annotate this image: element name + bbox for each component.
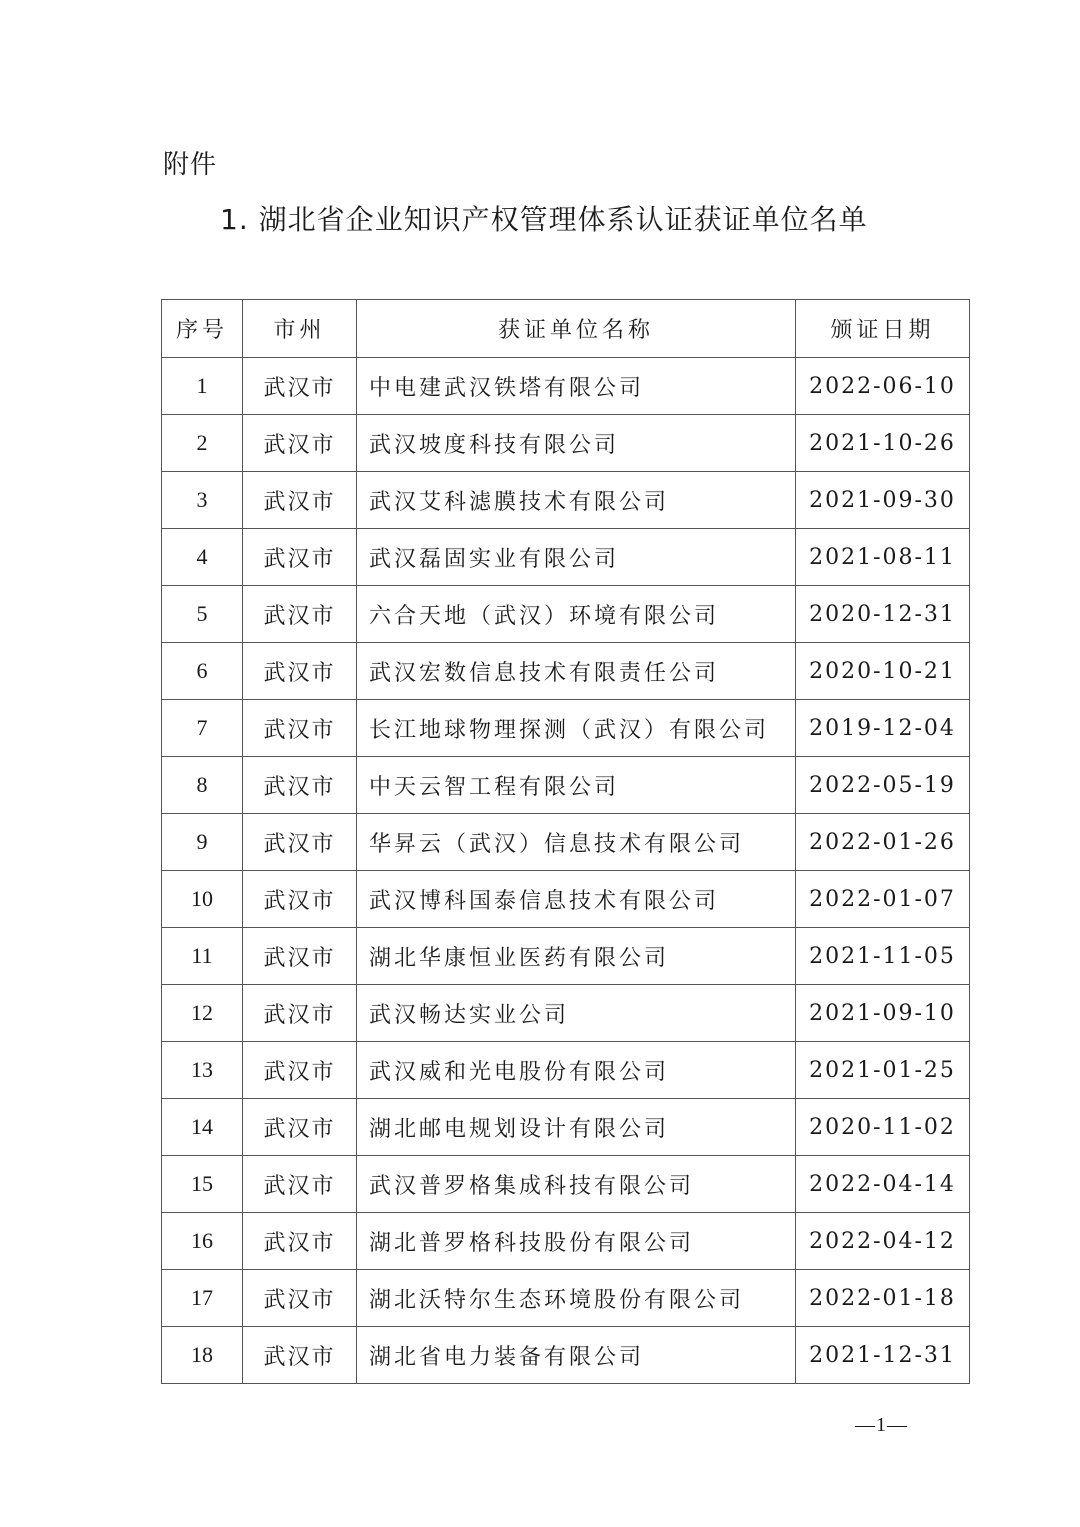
cell-issue-date: 2021-08-11 — [796, 529, 970, 586]
cell-seq: 12 — [162, 985, 243, 1042]
cell-city: 武汉市 — [243, 1042, 357, 1099]
cell-issue-date: 2022-06-10 — [796, 358, 970, 415]
cell-seq: 16 — [162, 1213, 243, 1270]
cell-company-name: 武汉畅达实业公司 — [357, 985, 796, 1042]
table-row — [162, 586, 970, 643]
cell-company-name: 中天云智工程有限公司 — [357, 757, 796, 814]
cell-city: 武汉市 — [243, 529, 357, 586]
cell-company-name: 湖北沃特尔生态环境股份有限公司 — [357, 1270, 796, 1327]
cell-issue-date: 2022-05-19 — [796, 757, 970, 814]
cell-company-name: 武汉威和光电股份有限公司 — [357, 1042, 796, 1099]
certification-table — [161, 299, 970, 1384]
cell-city: 武汉市 — [243, 814, 357, 871]
table-row — [162, 985, 970, 1042]
cell-seq: 4 — [162, 529, 243, 586]
table-row — [162, 472, 970, 529]
cell-issue-date: 2021-09-10 — [796, 985, 970, 1042]
cell-company-name: 湖北邮电规划设计有限公司 — [357, 1099, 796, 1156]
table-header-row — [162, 300, 970, 358]
cell-issue-date: 2021-11-05 — [796, 928, 970, 985]
cell-company-name: 中电建武汉铁塔有限公司 — [357, 358, 796, 415]
table-row — [162, 358, 970, 415]
cell-seq: 6 — [162, 643, 243, 700]
cell-company-name: 武汉普罗格集成科技有限公司 — [357, 1156, 796, 1213]
cell-company-name: 湖北普罗格科技股份有限公司 — [357, 1213, 796, 1270]
cell-city: 武汉市 — [243, 358, 357, 415]
cell-seq: 18 — [162, 1327, 243, 1384]
table-row — [162, 1270, 970, 1327]
cell-company-name: 武汉宏数信息技术有限责任公司 — [357, 643, 796, 700]
cell-company-name: 华昇云（武汉）信息技术有限公司 — [357, 814, 796, 871]
header-city: 市州 — [243, 300, 357, 358]
cell-issue-date: 2022-04-14 — [796, 1156, 970, 1213]
table-row — [162, 1099, 970, 1156]
table-row — [162, 1213, 970, 1270]
cell-issue-date: 2022-01-07 — [796, 871, 970, 928]
cell-company-name: 武汉博科国泰信息技术有限公司 — [357, 871, 796, 928]
cell-city: 武汉市 — [243, 757, 357, 814]
cell-city: 武汉市 — [243, 586, 357, 643]
cell-issue-date: 2021-09-30 — [796, 472, 970, 529]
table-row — [162, 871, 970, 928]
table-header — [162, 300, 970, 358]
cell-issue-date: 2022-04-12 — [796, 1213, 970, 1270]
header-seq: 序号 — [162, 300, 243, 358]
header-name: 获证单位名称 — [357, 300, 796, 358]
cell-city: 武汉市 — [243, 1213, 357, 1270]
cell-company-name: 湖北省电力装备有限公司 — [357, 1327, 796, 1384]
cell-city: 武汉市 — [243, 928, 357, 985]
table-row — [162, 529, 970, 586]
cell-company-name: 武汉坡度科技有限公司 — [357, 415, 796, 472]
cell-city: 武汉市 — [243, 985, 357, 1042]
cell-seq: 17 — [162, 1270, 243, 1327]
cell-issue-date: 2020-11-02 — [796, 1099, 970, 1156]
attachment-label: 附件 — [163, 150, 218, 180]
cell-issue-date: 2019-12-04 — [796, 700, 970, 757]
cell-company-name: 武汉艾科滤膜技术有限公司 — [357, 472, 796, 529]
cell-company-name: 长江地球物理探测（武汉）有限公司 — [357, 700, 796, 757]
page-title: 1. 湖北省企业知识产权管理体系认证获证单位名单 — [220, 203, 868, 236]
page-number: —1— — [855, 1414, 908, 1436]
table-row — [162, 928, 970, 985]
cell-city: 武汉市 — [243, 415, 357, 472]
cell-city: 武汉市 — [243, 700, 357, 757]
cell-issue-date: 2021-12-31 — [796, 1327, 970, 1384]
cell-seq: 7 — [162, 700, 243, 757]
cell-seq: 1 — [162, 358, 243, 415]
cell-seq: 13 — [162, 1042, 243, 1099]
cell-city: 武汉市 — [243, 643, 357, 700]
cell-city: 武汉市 — [243, 472, 357, 529]
cell-seq: 8 — [162, 757, 243, 814]
cell-issue-date: 2021-01-25 — [796, 1042, 970, 1099]
table-row — [162, 1042, 970, 1099]
cell-company-name: 湖北华康恒业医药有限公司 — [357, 928, 796, 985]
table-row — [162, 1156, 970, 1213]
table-row — [162, 643, 970, 700]
cell-seq: 14 — [162, 1099, 243, 1156]
cell-issue-date: 2021-10-26 — [796, 415, 970, 472]
table-row — [162, 1327, 970, 1384]
cell-city: 武汉市 — [243, 1327, 357, 1384]
cell-city: 武汉市 — [243, 871, 357, 928]
cell-issue-date: 2020-12-31 — [796, 586, 970, 643]
table-body — [162, 358, 970, 1384]
cell-seq: 9 — [162, 814, 243, 871]
cell-seq: 3 — [162, 472, 243, 529]
cell-seq: 5 — [162, 586, 243, 643]
cell-city: 武汉市 — [243, 1156, 357, 1213]
cell-company-name: 武汉磊固实业有限公司 — [357, 529, 796, 586]
cell-seq: 2 — [162, 415, 243, 472]
table-row — [162, 415, 970, 472]
cell-seq: 10 — [162, 871, 243, 928]
cell-seq: 15 — [162, 1156, 243, 1213]
cell-issue-date: 2022-01-26 — [796, 814, 970, 871]
cell-city: 武汉市 — [243, 1099, 357, 1156]
cell-issue-date: 2020-10-21 — [796, 643, 970, 700]
table-row — [162, 700, 970, 757]
cell-city: 武汉市 — [243, 1270, 357, 1327]
cell-company-name: 六合天地（武汉）环境有限公司 — [357, 586, 796, 643]
header-date: 颁证日期 — [796, 300, 970, 358]
cell-seq: 11 — [162, 928, 243, 985]
table-row — [162, 814, 970, 871]
cell-issue-date: 2022-01-18 — [796, 1270, 970, 1327]
table-row — [162, 757, 970, 814]
